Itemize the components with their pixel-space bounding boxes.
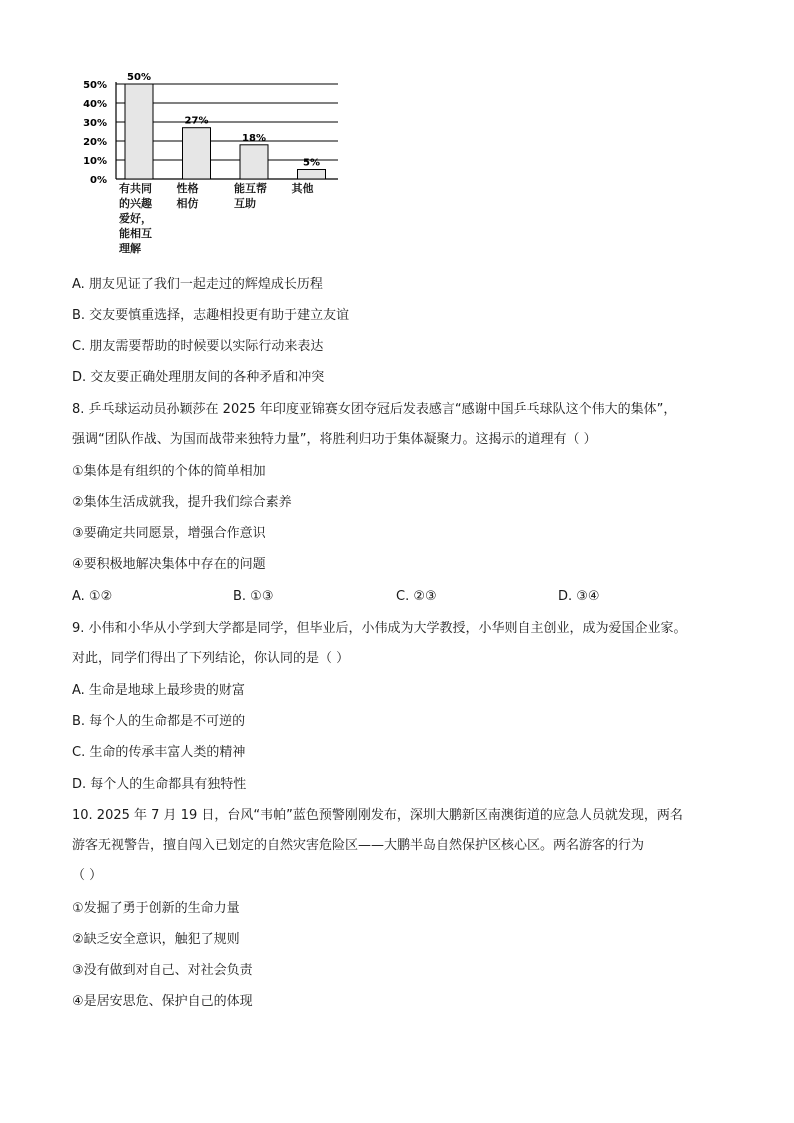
q9-option-c[interactable]: C. 生命的传承丰富人类的精神 bbox=[72, 745, 246, 760]
y-tick-label: 50% bbox=[83, 80, 107, 91]
q10-stem-line2: 游客无视警告，擅自闯入已划定的自然灾害危险区——大鹏半岛自然保护区核心区。两名游客的行为 bbox=[72, 838, 645, 853]
category-label-line: 能相互 bbox=[119, 227, 152, 240]
bar-chart bbox=[82, 62, 352, 262]
y-tick-label: 40% bbox=[83, 99, 107, 110]
category-label bbox=[292, 181, 336, 196]
q7-option-a[interactable]: A. 朋友见证了我们一起走过的辉煌成长历程 bbox=[72, 277, 323, 292]
q8-stem-line1: 8. 乒乓球运动员孙颖莎在 2025 年印度亚锦赛女团夺冠后发表感言“感谢中国乒乓球队这个伟大的集体”， bbox=[72, 402, 677, 417]
data-label: 5% bbox=[303, 157, 320, 169]
q8-statement-3: ③要确定共同愿景，增强合作意识 bbox=[72, 526, 266, 541]
q9-option-b[interactable]: B. 每个人的生命都是不可逆的 bbox=[72, 714, 246, 729]
category-label bbox=[119, 181, 163, 256]
bar bbox=[240, 145, 268, 179]
bar bbox=[298, 170, 326, 180]
q7-option-d[interactable]: D. 交友要正确处理朋友间的各种矛盾和冲突 bbox=[72, 370, 325, 385]
category-label bbox=[177, 181, 221, 211]
q10-statement-2: ②缺乏安全意识，触犯了规则 bbox=[72, 932, 240, 947]
q8-statement-1: ①集体是有组织的个体的简单相加 bbox=[72, 464, 266, 479]
q7-option-c[interactable]: C. 朋友需要帮助的时候要以实际行动来表达 bbox=[72, 339, 324, 354]
category-label-line: 理解 bbox=[119, 242, 141, 255]
y-tick-label: 0% bbox=[90, 175, 107, 186]
bar bbox=[183, 128, 211, 179]
q7-option-b[interactable]: B. 交友要慎重选择，志趣相投更有助于建立友谊 bbox=[72, 308, 350, 323]
q10-statement-3: ③没有做到对自己、对社会负责 bbox=[72, 963, 253, 978]
q10-stem-line3: （ ） bbox=[72, 868, 103, 883]
category-label-line: 有共同 bbox=[119, 182, 152, 195]
q8-option-d[interactable]: D. ③④ bbox=[558, 589, 600, 604]
category-label-line: 能互帮 bbox=[234, 182, 267, 195]
category-label-line: 性格 bbox=[176, 182, 199, 195]
q10-statement-1: ①发掘了勇于创新的生命力量 bbox=[72, 901, 240, 916]
category-label-line: 互助 bbox=[234, 197, 256, 210]
y-tick-label: 20% bbox=[83, 137, 107, 148]
q8-statement-4: ④要积极地解决集体中存在的问题 bbox=[72, 557, 266, 572]
q8-option-b[interactable]: B. ①③ bbox=[233, 589, 274, 604]
q8-option-a[interactable]: A. ①② bbox=[72, 589, 113, 604]
data-label: 27% bbox=[184, 115, 209, 127]
data-label: 50% bbox=[127, 72, 151, 83]
bar-chart-plot bbox=[82, 62, 352, 186]
q9-stem-line2: 对此，同学们得出了下列结论，你认同的是（ ） bbox=[72, 651, 350, 666]
q8-option-c[interactable]: C. ②③ bbox=[396, 589, 437, 604]
q10-statement-4: ④是居安思危、保护自己的体现 bbox=[72, 994, 253, 1009]
data-label: 18% bbox=[242, 132, 266, 144]
q9-option-d[interactable]: D. 每个人的生命都具有独特性 bbox=[72, 777, 247, 792]
y-tick-label: 10% bbox=[83, 156, 107, 167]
category-label-line: 的兴趣 bbox=[119, 197, 152, 210]
category-label-line: 相仿 bbox=[176, 197, 199, 210]
q10-stem-line1: 10. 2025 年 7 月 19 日，台风“韦帕”蓝色预警刚刚发布，深圳大鹏新区南澳街道的应急人员就发现，两名 bbox=[72, 808, 683, 823]
category-label bbox=[234, 181, 278, 211]
q9-option-a[interactable]: A. 生命是地球上最珍贵的财富 bbox=[72, 683, 245, 698]
q8-stem-line2: 强调“团队作战、为国而战带来独特力量”，将胜利归功于集体凝聚力。这揭示的道理有（ ） bbox=[72, 432, 597, 447]
q9-stem-line1: 9. 小伟和小华从小学到大学都是同学，但毕业后，小伟成为大学教授，小华则自主创业，成为爱国企业家。 bbox=[72, 621, 687, 636]
category-label-line: 爱好， bbox=[119, 212, 152, 225]
q8-statement-2: ②集体生活成就我，提升我们综合素养 bbox=[72, 495, 292, 510]
y-tick-label: 30% bbox=[83, 118, 107, 129]
category-label-line: 其他 bbox=[291, 182, 314, 195]
bar bbox=[125, 84, 153, 179]
